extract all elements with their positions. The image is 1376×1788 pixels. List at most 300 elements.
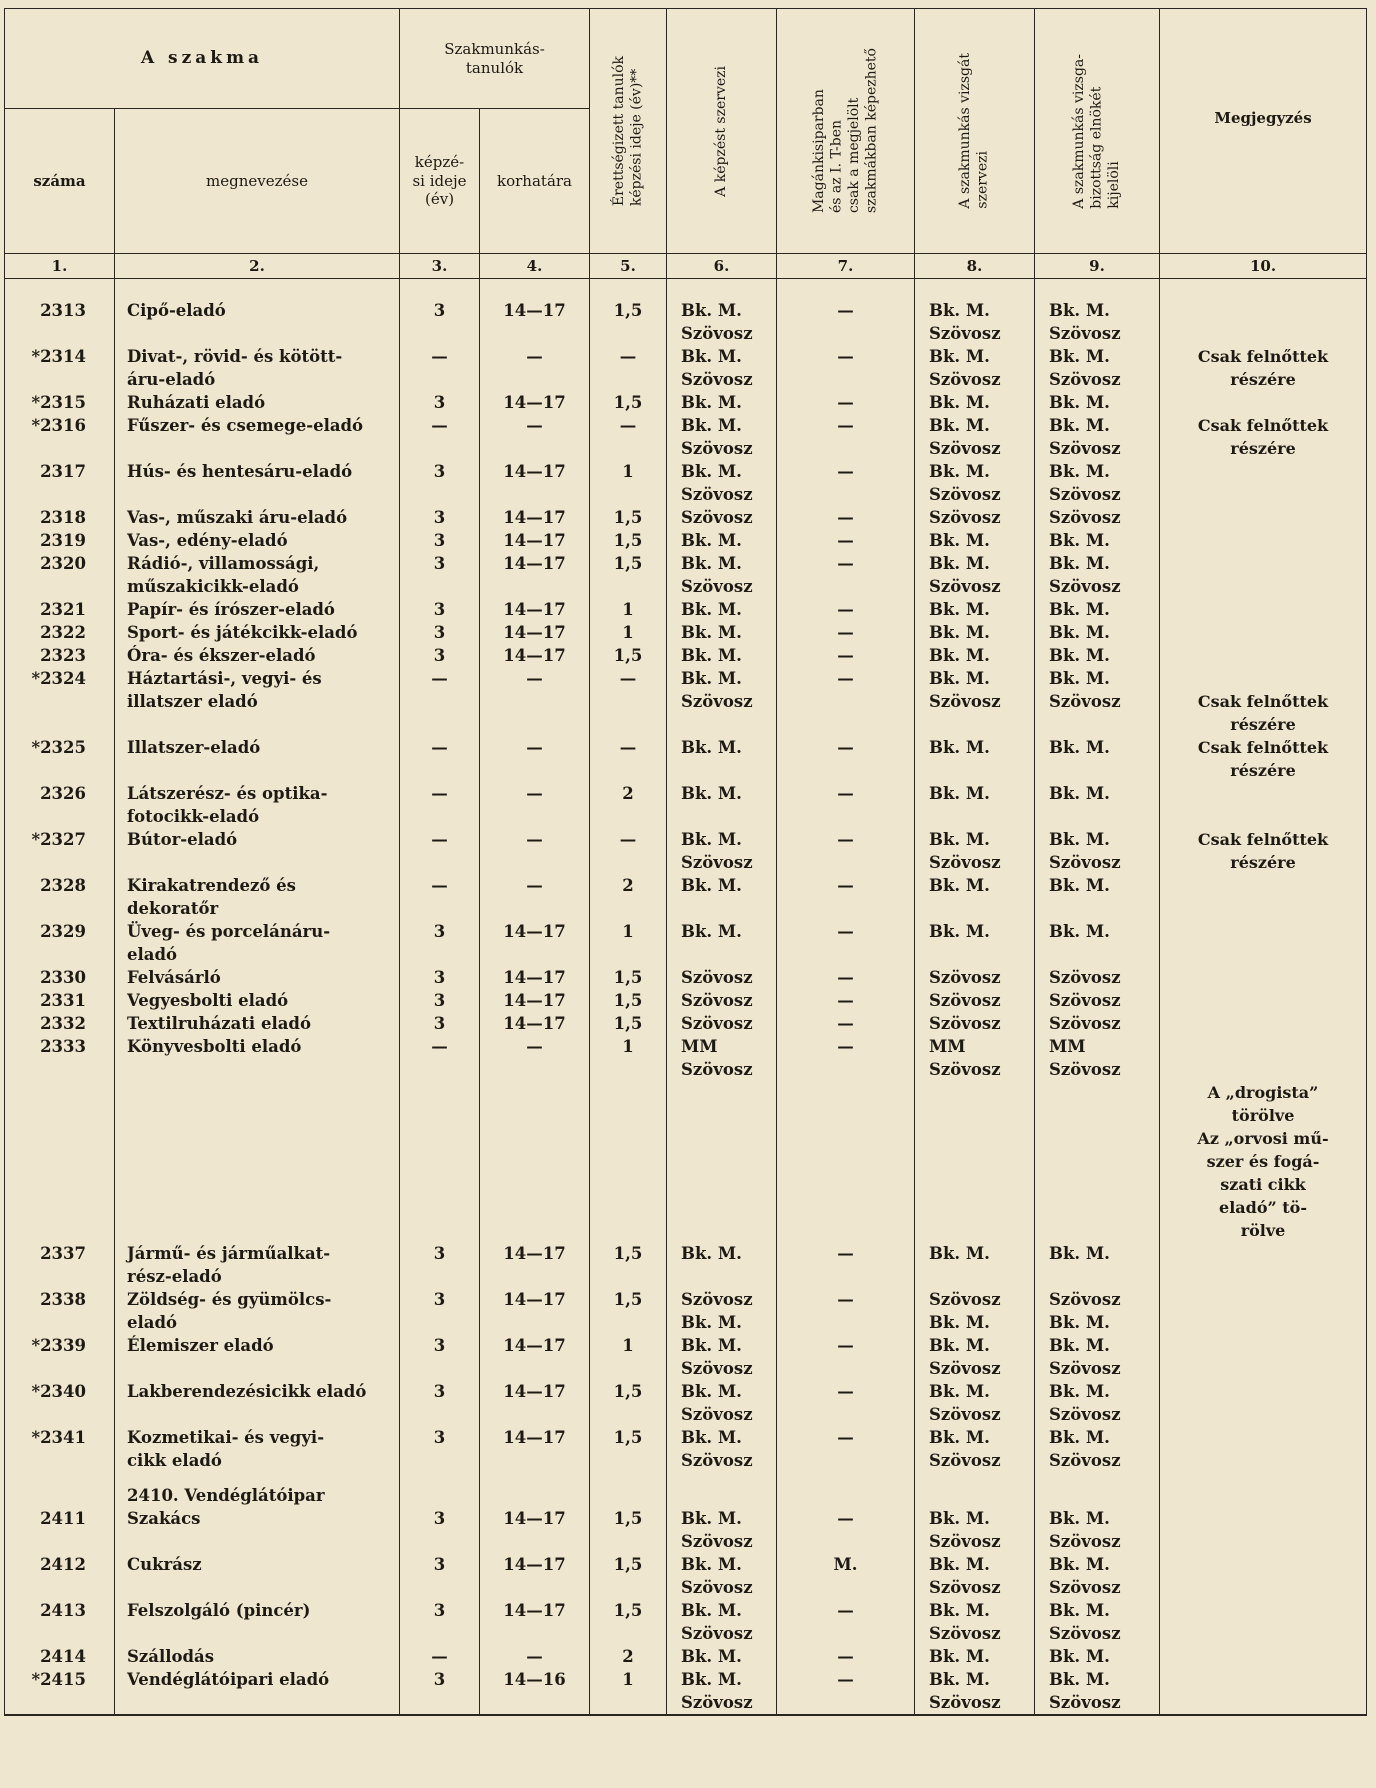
row-remark xyxy=(1160,1668,1367,1715)
table-row xyxy=(5,529,1367,552)
row-exam-chair: Bk. M. Szövosz xyxy=(1035,414,1160,460)
row-organizer xyxy=(667,1472,777,1507)
row-exam-chair: Bk. M. xyxy=(1035,529,1160,552)
row-organizer: Bk. M. Szövosz xyxy=(667,667,777,736)
row-training-years: 3 xyxy=(400,1242,480,1288)
row-training-years: — xyxy=(400,414,480,460)
table-row xyxy=(5,989,1367,1012)
row-organizer: Szövosz Bk. M. xyxy=(667,1288,777,1334)
row-number: *2339 xyxy=(5,1334,115,1380)
row-exam-organizer: Bk. M. Szövosz xyxy=(915,828,1035,874)
row-name: Szakács xyxy=(115,1507,400,1553)
row-age-limit: 14—17 xyxy=(480,1288,590,1334)
row-age-limit: 14—17 xyxy=(480,1380,590,1426)
row-age-limit xyxy=(480,1081,590,1242)
row-age-limit: 14—17 xyxy=(480,1242,590,1288)
row-name: Illatszer-eladó xyxy=(115,736,400,782)
row-remark: Csak felnőttek részére xyxy=(1160,414,1367,460)
row-age-limit: — xyxy=(480,667,590,736)
tanulok-header: Szakmunkás- tanulók xyxy=(400,9,590,109)
row-number: 2320 xyxy=(5,552,115,598)
row-training-years: 3 xyxy=(400,1334,480,1380)
row-organizer: Szövosz xyxy=(667,989,777,1012)
table-row xyxy=(5,1645,1367,1668)
row-private-industry: — xyxy=(777,1599,915,1645)
row-exam-chair: Bk. M. Szövosz xyxy=(1035,1599,1160,1645)
row-age-limit: 14—17 xyxy=(480,644,590,667)
row-name: Sport- és játékcikk-eladó xyxy=(115,621,400,644)
row-exam-chair: Bk. M. Szövosz xyxy=(1035,1553,1160,1599)
row-training-years xyxy=(400,1472,480,1507)
row-age-limit: 14—17 xyxy=(480,1553,590,1599)
row-private-industry xyxy=(777,1472,915,1507)
row-exam-chair: Bk. M. xyxy=(1035,598,1160,621)
row-name: Óra- és ékszer-eladó xyxy=(115,644,400,667)
row-training-years: 3 xyxy=(400,644,480,667)
row-age-limit: — xyxy=(480,1645,590,1668)
row-private-industry: — xyxy=(777,1035,915,1081)
row-exam-organizer: Bk. M. Szövosz xyxy=(915,460,1035,506)
row-name: Bútor-eladó xyxy=(115,828,400,874)
row-organizer: Bk. M. Szövosz xyxy=(667,460,777,506)
row-exam-chair xyxy=(1035,1472,1160,1507)
row-remark xyxy=(1160,1553,1367,1599)
row-organizer: Bk. M. xyxy=(667,621,777,644)
row-age-limit xyxy=(480,1472,590,1507)
row-age-limit: 14—17 xyxy=(480,1426,590,1472)
row-remark: Csak felnőttek részére xyxy=(1160,736,1367,782)
row-number: *2314 xyxy=(5,345,115,391)
row-name: Háztartási-, vegyi- és illatszer eladó xyxy=(115,667,400,736)
row-remark xyxy=(1160,621,1367,644)
row-graduate-years: — xyxy=(590,414,667,460)
row-exam-organizer: MM Szövosz xyxy=(915,1035,1035,1081)
row-number: 2338 xyxy=(5,1288,115,1334)
table-row xyxy=(5,1242,1367,1288)
row-private-industry: — xyxy=(777,966,915,989)
table-row xyxy=(5,598,1367,621)
row-private-industry: — xyxy=(777,874,915,920)
row-training-years: 3 xyxy=(400,279,480,346)
row-private-industry: — xyxy=(777,1645,915,1668)
row-graduate-years: 1,5 xyxy=(590,391,667,414)
row-organizer: Bk. M. Szövosz xyxy=(667,1553,777,1599)
column-number: 9. xyxy=(1035,254,1160,279)
row-graduate-years: 1,5 xyxy=(590,644,667,667)
row-number: 2329 xyxy=(5,920,115,966)
row-exam-organizer: Bk. M. Szövosz xyxy=(915,1668,1035,1715)
row-exam-organizer: Bk. M. xyxy=(915,529,1035,552)
row-exam-organizer: Bk. M. Szövosz xyxy=(915,1426,1035,1472)
row-training-years: 3 xyxy=(400,1507,480,1553)
row-private-industry: — xyxy=(777,1380,915,1426)
row-age-limit: — xyxy=(480,874,590,920)
row-exam-chair: Bk. M. xyxy=(1035,920,1160,966)
row-number: 2332 xyxy=(5,1012,115,1035)
table-row xyxy=(5,644,1367,667)
row-age-limit: — xyxy=(480,736,590,782)
row-graduate-years: 1,5 xyxy=(590,1242,667,1288)
row-name: 2410. Vendéglátóipar xyxy=(115,1472,400,1507)
row-graduate-years xyxy=(590,1472,667,1507)
row-exam-organizer: Bk. M. xyxy=(915,874,1035,920)
row-name xyxy=(115,1081,400,1242)
row-exam-chair xyxy=(1035,1081,1160,1242)
table-row xyxy=(5,966,1367,989)
row-number: 2333 xyxy=(5,1035,115,1081)
row-age-limit: 14—17 xyxy=(480,989,590,1012)
row-organizer: Bk. M. xyxy=(667,1242,777,1288)
row-graduate-years: 1,5 xyxy=(590,989,667,1012)
row-number: 2413 xyxy=(5,1599,115,1645)
row-exam-organizer: Bk. M. xyxy=(915,736,1035,782)
row-organizer: Bk. M. Szövosz xyxy=(667,1426,777,1472)
row-graduate-years: 1,5 xyxy=(590,1380,667,1426)
row-exam-chair: Szövosz xyxy=(1035,966,1160,989)
megjegyzes-header: Megjegyzés xyxy=(1160,9,1367,254)
row-exam-organizer: Szövosz xyxy=(915,1012,1035,1035)
row-training-years: — xyxy=(400,828,480,874)
row-private-industry: — xyxy=(777,920,915,966)
row-name: Szállodás xyxy=(115,1645,400,1668)
table-row xyxy=(5,874,1367,920)
column-number: 10. xyxy=(1160,254,1367,279)
row-exam-organizer: Szövosz xyxy=(915,966,1035,989)
row-training-years: — xyxy=(400,1035,480,1081)
row-age-limit: 14—17 xyxy=(480,966,590,989)
row-training-years: — xyxy=(400,782,480,828)
row-name: Divat-, rövid- és kötött- áru-eladó xyxy=(115,345,400,391)
row-graduate-years: — xyxy=(590,345,667,391)
row-number: 2323 xyxy=(5,644,115,667)
col7-header: Magánkisiparban és az I. T-ben csak a megjelölt szakmákban képezhető xyxy=(777,9,915,254)
row-number: *2316 xyxy=(5,414,115,460)
row-age-limit: — xyxy=(480,1035,590,1081)
row-organizer: Szövosz xyxy=(667,1012,777,1035)
row-exam-organizer: Szövosz Bk. M. xyxy=(915,1288,1035,1334)
row-number: 2414 xyxy=(5,1645,115,1668)
row-training-years: 3 xyxy=(400,460,480,506)
row-private-industry: — xyxy=(777,506,915,529)
table-row xyxy=(5,828,1367,874)
row-graduate-years: 1,5 xyxy=(590,529,667,552)
row-graduate-years: — xyxy=(590,736,667,782)
row-exam-organizer: Bk. M. Szövosz xyxy=(915,1599,1035,1645)
row-remark xyxy=(1160,460,1367,506)
row-name: Vegyesbolti eladó xyxy=(115,989,400,1012)
row-exam-organizer: Bk. M. xyxy=(915,1645,1035,1668)
column-number-row xyxy=(5,254,1367,279)
row-graduate-years: 1 xyxy=(590,1668,667,1715)
table-row xyxy=(5,1426,1367,1472)
row-number xyxy=(5,1081,115,1242)
row-remark xyxy=(1160,598,1367,621)
row-organizer: Bk. M. Szövosz xyxy=(667,552,777,598)
row-organizer: Bk. M. xyxy=(667,1645,777,1668)
table-row xyxy=(5,506,1367,529)
row-exam-chair: Bk. M. xyxy=(1035,874,1160,920)
row-private-industry: — xyxy=(777,598,915,621)
row-age-limit: — xyxy=(480,414,590,460)
row-number: 2337 xyxy=(5,1242,115,1288)
col8-header: A szakmunkás vizsgát szervezi xyxy=(915,9,1035,254)
row-private-industry: — xyxy=(777,460,915,506)
row-name: Látszerész- és optika- fotocikk-eladó xyxy=(115,782,400,828)
row-private-industry: — xyxy=(777,736,915,782)
row-graduate-years: 1,5 xyxy=(590,279,667,346)
row-organizer: Bk. M. Szövosz xyxy=(667,828,777,874)
row-exam-chair: Bk. M. Szövosz xyxy=(1035,1426,1160,1472)
row-training-years: 3 xyxy=(400,1012,480,1035)
row-training-years: — xyxy=(400,667,480,736)
row-age-limit: 14—17 xyxy=(480,598,590,621)
row-remark xyxy=(1160,1012,1367,1035)
row-exam-chair: Bk. M. xyxy=(1035,1242,1160,1288)
row-private-industry: — xyxy=(777,1668,915,1715)
column-number: 7. xyxy=(777,254,915,279)
column-number: 8. xyxy=(915,254,1035,279)
table-row xyxy=(5,1012,1367,1035)
row-remark xyxy=(1160,552,1367,598)
row-private-industry: — xyxy=(777,989,915,1012)
row-remark xyxy=(1160,920,1367,966)
row-name: Vas-, műszaki áru-eladó xyxy=(115,506,400,529)
row-exam-organizer: Szövosz xyxy=(915,989,1035,1012)
row-age-limit: — xyxy=(480,828,590,874)
row-exam-chair: Bk. M. Szövosz xyxy=(1035,460,1160,506)
row-exam-chair: Bk. M. Szövosz xyxy=(1035,345,1160,391)
row-age-limit: 14—17 xyxy=(480,506,590,529)
row-name: Fűszer- és csemege-eladó xyxy=(115,414,400,460)
row-number: *2415 xyxy=(5,1668,115,1715)
row-exam-organizer: Bk. M. Szövosz xyxy=(915,552,1035,598)
row-private-industry: — xyxy=(777,279,915,346)
row-organizer: Bk. M. xyxy=(667,874,777,920)
szakma-header: A szakma xyxy=(5,9,400,109)
row-remark xyxy=(1160,1334,1367,1380)
row-remark xyxy=(1160,1645,1367,1668)
row-exam-chair: Bk. M. xyxy=(1035,391,1160,414)
row-private-industry: — xyxy=(777,1242,915,1288)
row-training-years: 3 xyxy=(400,966,480,989)
row-private-industry: M. xyxy=(777,1553,915,1599)
row-remark xyxy=(1160,279,1367,346)
row-number: 2328 xyxy=(5,874,115,920)
row-number: *2341 xyxy=(5,1426,115,1472)
row-name: Papír- és írószer-eladó xyxy=(115,598,400,621)
column-number: 2. xyxy=(115,254,400,279)
row-exam-organizer: Bk. M. xyxy=(915,621,1035,644)
row-number xyxy=(5,1472,115,1507)
row-private-industry: — xyxy=(777,621,915,644)
row-exam-chair: Bk. M. Szövosz xyxy=(1035,828,1160,874)
row-name: Vendéglátóipari eladó xyxy=(115,1668,400,1715)
row-training-years: 3 xyxy=(400,552,480,598)
row-private-industry: — xyxy=(777,1426,915,1472)
table-row xyxy=(5,1081,1367,1242)
col9-header: A szakmunkás vizsga- bizottság elnökét kijelöli xyxy=(1035,9,1160,254)
table-row xyxy=(5,391,1367,414)
row-remark xyxy=(1160,1426,1367,1472)
row-training-years: 3 xyxy=(400,1426,480,1472)
row-exam-chair: Szövosz xyxy=(1035,1012,1160,1035)
row-organizer: Szövosz xyxy=(667,506,777,529)
row-graduate-years: 1 xyxy=(590,1035,667,1081)
row-number: *2327 xyxy=(5,828,115,874)
row-exam-chair: Bk. M. Szövosz xyxy=(1035,667,1160,736)
row-training-years: 3 xyxy=(400,1668,480,1715)
row-remark xyxy=(1160,989,1367,1012)
row-training-years: 3 xyxy=(400,506,480,529)
row-exam-organizer: Bk. M. Szövosz xyxy=(915,1553,1035,1599)
table-row xyxy=(5,1288,1367,1334)
row-exam-chair: Bk. M. Szövosz xyxy=(1035,1380,1160,1426)
row-exam-chair: Bk. M. Szövosz xyxy=(1035,552,1160,598)
row-name: Kirakatrendező és dekoratőr xyxy=(115,874,400,920)
row-exam-chair: Bk. M. xyxy=(1035,644,1160,667)
row-remark xyxy=(1160,1507,1367,1553)
table-row xyxy=(5,782,1367,828)
table-body xyxy=(5,279,1367,1716)
row-remark xyxy=(1160,1599,1367,1645)
row-age-limit: 14—17 xyxy=(480,1599,590,1645)
row-exam-organizer: Szövosz xyxy=(915,506,1035,529)
row-graduate-years: 1,5 xyxy=(590,1553,667,1599)
row-training-years: 3 xyxy=(400,1553,480,1599)
row-number: 2321 xyxy=(5,598,115,621)
table-row xyxy=(5,736,1367,782)
table-row xyxy=(5,1668,1367,1715)
row-number: *2325 xyxy=(5,736,115,782)
row-organizer: Bk. M. Szövosz xyxy=(667,414,777,460)
row-exam-chair: Bk. M. xyxy=(1035,782,1160,828)
column-number: 6. xyxy=(667,254,777,279)
row-name: Lakberendezésicikk eladó xyxy=(115,1380,400,1426)
row-exam-organizer: Bk. M. Szövosz xyxy=(915,345,1035,391)
row-number: 2331 xyxy=(5,989,115,1012)
row-training-years: 3 xyxy=(400,391,480,414)
row-exam-chair: MM Szövosz xyxy=(1035,1035,1160,1081)
row-graduate-years: 1 xyxy=(590,1334,667,1380)
row-organizer: Bk. M. xyxy=(667,391,777,414)
row-exam-organizer xyxy=(915,1081,1035,1242)
row-number: *2324 xyxy=(5,667,115,736)
row-number: *2340 xyxy=(5,1380,115,1426)
row-private-industry xyxy=(777,1081,915,1242)
row-graduate-years: 1 xyxy=(590,920,667,966)
row-remark: A „drogista” törölve Az „orvosi mű- szer és fogá- szati cikk eladó” tö- rölve xyxy=(1160,1081,1367,1242)
row-remark: Csak felnőttek részére xyxy=(1160,667,1367,736)
row-remark xyxy=(1160,506,1367,529)
table-row xyxy=(5,460,1367,506)
row-number: 2319 xyxy=(5,529,115,552)
row-number: 2326 xyxy=(5,782,115,828)
row-name: Cipő-eladó xyxy=(115,279,400,346)
table-row xyxy=(5,667,1367,736)
row-organizer: Bk. M. Szövosz xyxy=(667,1507,777,1553)
row-training-years: 3 xyxy=(400,1288,480,1334)
column-number: 5. xyxy=(590,254,667,279)
row-name: Zöldség- és gyümölcs- eladó xyxy=(115,1288,400,1334)
row-training-years xyxy=(400,1081,480,1242)
row-age-limit: — xyxy=(480,782,590,828)
row-number: 2317 xyxy=(5,460,115,506)
row-organizer: Bk. M. xyxy=(667,920,777,966)
row-graduate-years: 1,5 xyxy=(590,1426,667,1472)
table-row xyxy=(5,414,1367,460)
column-number: 4. xyxy=(480,254,590,279)
row-training-years: 3 xyxy=(400,1380,480,1426)
row-graduate-years: 2 xyxy=(590,782,667,828)
row-age-limit: 14—17 xyxy=(480,1334,590,1380)
row-organizer: Szövosz xyxy=(667,966,777,989)
row-remark xyxy=(1160,966,1367,989)
row-remark xyxy=(1160,1288,1367,1334)
table-row xyxy=(5,1553,1367,1599)
row-training-years: — xyxy=(400,345,480,391)
table-row xyxy=(5,1507,1367,1553)
row-exam-organizer: Bk. M. Szövosz xyxy=(915,1334,1035,1380)
row-remark xyxy=(1160,644,1367,667)
table-row xyxy=(5,1599,1367,1645)
row-training-years: — xyxy=(400,736,480,782)
kepzesi-ideje-header: képzé- si ideje (év) xyxy=(400,109,480,254)
row-graduate-years: 1,5 xyxy=(590,966,667,989)
row-age-limit: — xyxy=(480,345,590,391)
row-organizer: Bk. M. Szövosz xyxy=(667,345,777,391)
row-exam-organizer: Bk. M. Szövosz xyxy=(915,414,1035,460)
row-name: Rádió-, villamossági, műszakicikk-eladó xyxy=(115,552,400,598)
row-remark xyxy=(1160,874,1367,920)
row-name: Élemiszer eladó xyxy=(115,1334,400,1380)
row-age-limit: 14—17 xyxy=(480,1507,590,1553)
megnevezese-header: megnevezése xyxy=(115,109,400,254)
row-private-industry: — xyxy=(777,529,915,552)
row-remark xyxy=(1160,1380,1367,1426)
row-exam-chair: Szövosz xyxy=(1035,989,1160,1012)
row-remark xyxy=(1160,1472,1367,1507)
row-private-industry: — xyxy=(777,1334,915,1380)
profession-register-table xyxy=(4,8,1367,1716)
row-name: Felszolgáló (pincér) xyxy=(115,1599,400,1645)
row-training-years: — xyxy=(400,874,480,920)
row-training-years: 3 xyxy=(400,598,480,621)
row-age-limit: 14—17 xyxy=(480,621,590,644)
row-private-industry: — xyxy=(777,782,915,828)
row-exam-organizer: Bk. M. xyxy=(915,598,1035,621)
row-organizer xyxy=(667,1081,777,1242)
row-training-years: 3 xyxy=(400,920,480,966)
table-row xyxy=(5,1035,1367,1081)
row-graduate-years: 1 xyxy=(590,598,667,621)
row-age-limit: 14—17 xyxy=(480,460,590,506)
row-remark xyxy=(1160,1242,1367,1288)
row-graduate-years: — xyxy=(590,667,667,736)
col5-header: Érettségizett tanulók képzési ideje (év)** xyxy=(590,9,667,254)
row-organizer: Bk. M. Szövosz xyxy=(667,1334,777,1380)
row-organizer: Bk. M. xyxy=(667,736,777,782)
row-graduate-years: 2 xyxy=(590,1645,667,1668)
row-age-limit: 14—17 xyxy=(480,552,590,598)
row-graduate-years: 1 xyxy=(590,621,667,644)
row-graduate-years: 1,5 xyxy=(590,506,667,529)
row-age-limit: 14—17 xyxy=(480,1012,590,1035)
row-exam-organizer: Bk. M. Szövosz xyxy=(915,1507,1035,1553)
row-number: *2315 xyxy=(5,391,115,414)
row-name: Kozmetikai- és vegyi- cikk eladó xyxy=(115,1426,400,1472)
row-private-industry: — xyxy=(777,552,915,598)
row-exam-organizer: Bk. M. xyxy=(915,920,1035,966)
